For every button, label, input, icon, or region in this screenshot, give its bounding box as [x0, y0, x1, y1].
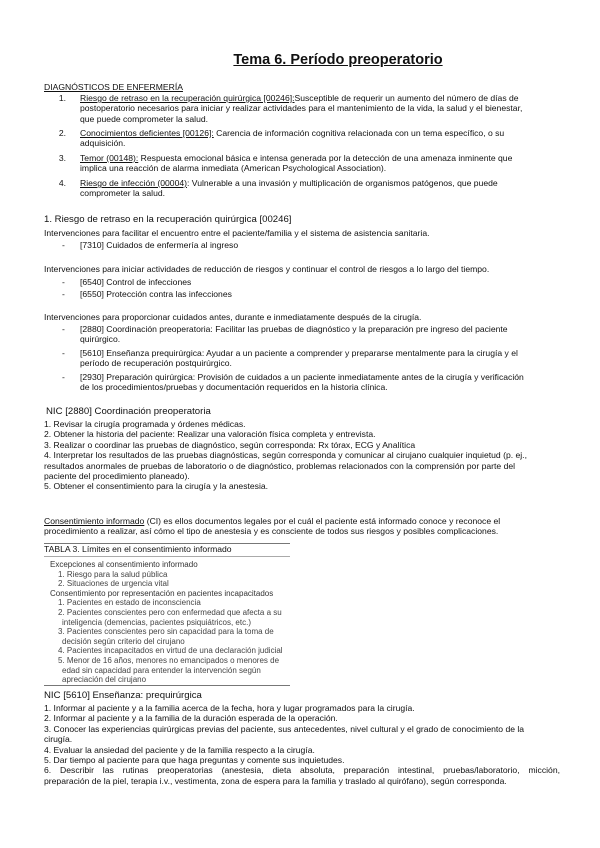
dx-term-2: Conocimientos deficientes [00126]:	[80, 128, 214, 138]
nic-5610-line: 1. Informar al paciente y a la familia acerca de la fecha, hora y lugar programados para la cirugía.	[44, 703, 415, 713]
nic-2880-line: 5. Obtener el consentimiento para la cirugía y la anestesia.	[44, 481, 269, 492]
nic-2880-list	[44, 419, 560, 492]
nic-2880-heading: NIC [2880] Coordinación preoperatoria	[46, 406, 211, 417]
nic-2880-line: 2. Obtener la historia del paciente: Realizar una valoración física completa y entrevista.	[44, 429, 376, 440]
table-line: edad sin capacidad para entender la intervención según	[62, 665, 261, 675]
dx-item-1: 1. Riesgo de retraso en la recuperación quirúrgica [00246]:Susceptible de requerir un aumento del número de días de postoperatorio necesarios para iniciar y realizar actividades para el mantenimiento de la vida, la salud y el bienestar, que puede comprometer la salud.	[58, 93, 523, 124]
table-head-rule	[44, 556, 290, 557]
nic-5610-line: preparación de la piel, terapia i.v., vestimenta, zona de espera para la familia y traslado al quirófano), según corresponda.	[44, 775, 507, 786]
table-line: apreciación del cirujano	[62, 675, 147, 685]
page-title: Tema 6. Período preoperatorio	[233, 52, 443, 68]
nic-2880-line: 4. Interpretar los resultados de las pruebas diagnósticas, según corresponda y comunicar al cirujano cualquier inquietud (p. ej.,	[44, 450, 527, 461]
dx-term-1: Riesgo de retraso en la recuperación quirúrgica [00246]:	[80, 93, 295, 103]
table-caption: TABLA 3. Límites en el consentimiento informado	[44, 544, 232, 554]
section-1-heading: 1. Riesgo de retraso en la recuperación quirúrgica [00246]	[44, 214, 292, 225]
nic-2880-line: 1. Revisar la cirugía programada y órdenes médicas.	[44, 419, 246, 429]
dx-heading: DIAGNÓSTICOS DE ENFERMERÍA	[44, 82, 183, 92]
dx-item-2: 2. Conocimientos deficientes [00126]: Carencia de información cognitiva relacionada con un tema específico, o su adquisición.	[58, 128, 505, 149]
section-2-intro: Intervenciones para iniciar actividades de reducción de riesgos y continuar el control de riesgos a lo largo del tiempo.	[44, 264, 490, 274]
table-line: 2. Situaciones de urgencia vital	[58, 579, 169, 589]
table-line: 4. Pacientes incapacitados en virtud de una declaración judicial	[58, 646, 283, 656]
table-bottom-rule	[44, 685, 290, 686]
section-3-item-2: - [5610] Enseñanza prequirúrgica: Ayudar a un paciente a comprender y prepararse mentalmente para la cirugía y el período de recuperación postquirúrgico.	[62, 348, 518, 369]
nic-5610-line: 5. Dar tiempo al paciente para que haga preguntas y comente sus inquietudes.	[44, 755, 345, 766]
document-page: Tema 6. Período preoperatorio DIAGNÓSTICOS DE ENFERMERÍA 1. Riesgo de retraso en la recuperación quirúrgica [00246]:Susceptible de requerir un aumento del número de días de postoperatorio necesarios para iniciar y realizar actividades para el mantenimiento de la vida, la salud y el bienestar, que puede comprometer la salud. 2. Conocimientos deficientes [00126]: Carencia de información cognitiva relacionada con un tema específico, o su adquisición. 3. Temor (00148): Respuesta emocional básica e intensa generada por la detección de una amenaza inminente que implica una reacción de alarma inmediata (American Psychological Association). 4. Riesgo de infección (00004): Vulnerable a una invasión y multiplicación de organismos patógenos, que puede comprometer la salud. 1. Riesgo de retraso en la recuperación quirúrgica [00246] Intervenciones para facilitar el encuentro entre el paciente/familia y el sistema de asistencia sanitaria. - [7310] Cuidados de enfermería al ingreso Intervenciones para iniciar actividades de reducción de riesgos y continuar el control de riesgos a lo largo del tiempo. - [6540] Control de infecciones - [6550] Protección contra las infecciones Intervenciones para proporcionar cuidados antes, durante e inmediatamente después de la cirugía. - [2880] Coordinación preoperatoria: Facilitar las pruebas de diagnóstico y la preparación pre ingreso del paciente quirúrgico. - [5610] Enseñanza prequirúrgica: Ayudar a un paciente a comprender y prepararse mentalmente para la cirugía y el período de recuperación postquirúrgico. - [2930] Preparación quirúrgica: Provisión de cuidados a un paciente inmediatamente antes de la cirugía y verificación de los procedimientos/pruebas y documentación requeridos en la historia clínica. NIC [2880] Coordinación preoperatoria 1. Revisar la cirugía programada y órdenes médicas. 2. Obtener la historia del paciente: Realizar una valoración física completa y entrevista. 3. Realizar o coordinar las pruebas de diagnóstico, según corresponda: Rx tórax, ECG y Analítica 4. Interpretar los resultados de las pruebas diagnósticas, según corresponda y comunicar al cirujano cualquier inquietud (p. ej., resultados anormales de pruebas de laboratorio o de diagnóstico, problemas relacionados con la comprensión por parte del paciente del procedimiento planeado). 5. Obtener el consentimiento para la cirugía y la anestesia. Consentimiento informado (CI) es ellos documentos legales por el cuál el paciente está informado conoce y reconoce el procedimiento a realizar, así cómo el tipo de anestesia y es consciente de todos sus riesgos y posibles complicaciones. TABLA 3. Límites en el consentimiento informado Excepciones al consentimiento informado 1. Riesgo para la salud pública 2. Situaciones de urgencia vital Consentimiento por representación en pacientes incapacitados 1. Pacientes en estado de inconsciencia 2. Pacientes conscientes pero con enfermedad que afecta a su inteligencia (demencias, pacientes psiquiátricos, etc.) 3. Pacientes conscientes pero sin capacidad para la toma de decisión según criterio del cirujano 4. Pacientes incapacitados en virtud de una declaración judicial 5. Menor de 16 años, menores no emancipados o menores de edad sin capacidad para entender la intervención según apreciación del cirujano NIC [5610] Enseñanza: prequirúrgica 1. Informar al paciente y a la familia acerca de la fecha, hora y lugar programados para la cirugía. 2. Informar al paciente y a la familia de la duración esperada de la operación. 3. Conocer las experiencias quirúrgicas previas del paciente, sus antecedentes, nivel cultural y el grado de conocimiento de la cirugía. 4. Evaluar la ansiedad del paciente y de la familia respecto a la cirugía. 5. Dar tiempo al paciente para que haga preguntas y comente sus inquietudes. 6. Describir las rutinas preoperatorias (anestesia, dieta absoluta, preparación intestinal, pruebas/laboratorio, micción, preparación de la piel, terapia i.v., vestimenta, zona de espera para la familia y traslado al quirófano), según corresponda.	[0, 0, 600, 848]
table-line: 1. Pacientes en estado de inconsciencia	[58, 598, 201, 608]
nic-5610-line: cirugía.	[44, 734, 73, 745]
dx-term-4: Riesgo de infección (00004)	[80, 178, 188, 188]
nic-5610-line: 2. Informar al paciente y a la familia de la duración esperada de la operación.	[44, 713, 338, 724]
table-line: 1. Riesgo para la salud pública	[58, 569, 168, 579]
table-line: 2. Pacientes conscientes pero con enfermedad que afecta a su	[58, 608, 282, 617]
dx-item-4: 4. Riesgo de infección (00004): Vulnerable a una invasión y multiplicación de organismos patógenos, que puede comprometer la salud.	[58, 178, 498, 199]
nic-2880-line: 3. Realizar o coordinar las pruebas de diagnóstico, según corresponda: Rx tórax, ECG y Analítica	[44, 439, 416, 450]
section-3-item-1: - [2880] Coordinación preoperatoria: Facilitar las pruebas de diagnóstico y la preparación pre ingreso del paciente quirúrgico.	[62, 324, 508, 345]
dx-term-3: Temor (00148):	[80, 153, 139, 163]
nic-5610-heading: NIC [5610] Enseñanza: prequirúrgica	[44, 690, 202, 701]
section-3-item-3: - [2930] Preparación quirúrgica: Provisión de cuidados a un paciente inmediatamente antes de la cirugía y verificación de los procedimientos/pruebas y documentación requeridos en la historia clínica.	[62, 372, 524, 393]
nic-5610-line: 6. Describir las rutinas preoperatorias (anestesia, dieta absoluta, preparación intestinal, pruebas/laboratorio, micción,	[44, 765, 560, 776]
nic-2880-line: paciente del procedimiento planeado).	[44, 471, 190, 482]
section-1-intro: Intervenciones para facilitar el encuentro entre el paciente/familia y el sistema de asistencia sanitaria.	[44, 228, 430, 238]
section-3-intro: Intervenciones para proporcionar cuidados antes, durante e inmediatamente después de la cirugía.	[44, 312, 422, 322]
table-line: Excepciones al consentimiento informado	[50, 560, 198, 569]
table-line: decisión según criterio del cirujano	[62, 636, 185, 646]
table-line: inteligencia (demencias, pacientes psiquiátricos, etc.)	[62, 617, 251, 627]
nic-5610-list	[44, 703, 560, 786]
nic-5610-line: 3. Conocer las experiencias quirúrgicas previas del paciente, sus antecedentes, nivel cultural y el grado de conocimiento de la	[44, 723, 525, 734]
consent-term: Consentimiento informado	[44, 516, 145, 526]
table-line: Consentimiento por representación en pacientes incapacitados	[50, 588, 274, 598]
consent-paragraph: Consentimiento informado (CI) es ellos documentos legales por el cuál el paciente está informado conoce y reconoce el procedimiento a realizar, así cómo el tipo de anestesia y es consciente de todos sus riesgos y posibles complicaciones.	[44, 516, 501, 537]
table-line: 5. Menor de 16 años, menores no emancipados o menores de	[58, 656, 280, 665]
nic-5610-line: 4. Evaluar la ansiedad del paciente y de la familia respecto a la cirugía.	[44, 744, 315, 755]
nic-2880-line: resultados anormales de pruebas de laboratorio o de diagnóstico, problemas relacionados con la comprensión por parte del	[44, 460, 516, 471]
dx-item-3: 3. Temor (00148): Respuesta emocional básica e intensa generada por la detección de una amenaza inminente que implica una reacción de alarma inmediata (American Psychological Association).	[58, 153, 513, 174]
table-line: 3. Pacientes conscientes pero sin capacidad para la toma de	[58, 627, 274, 637]
